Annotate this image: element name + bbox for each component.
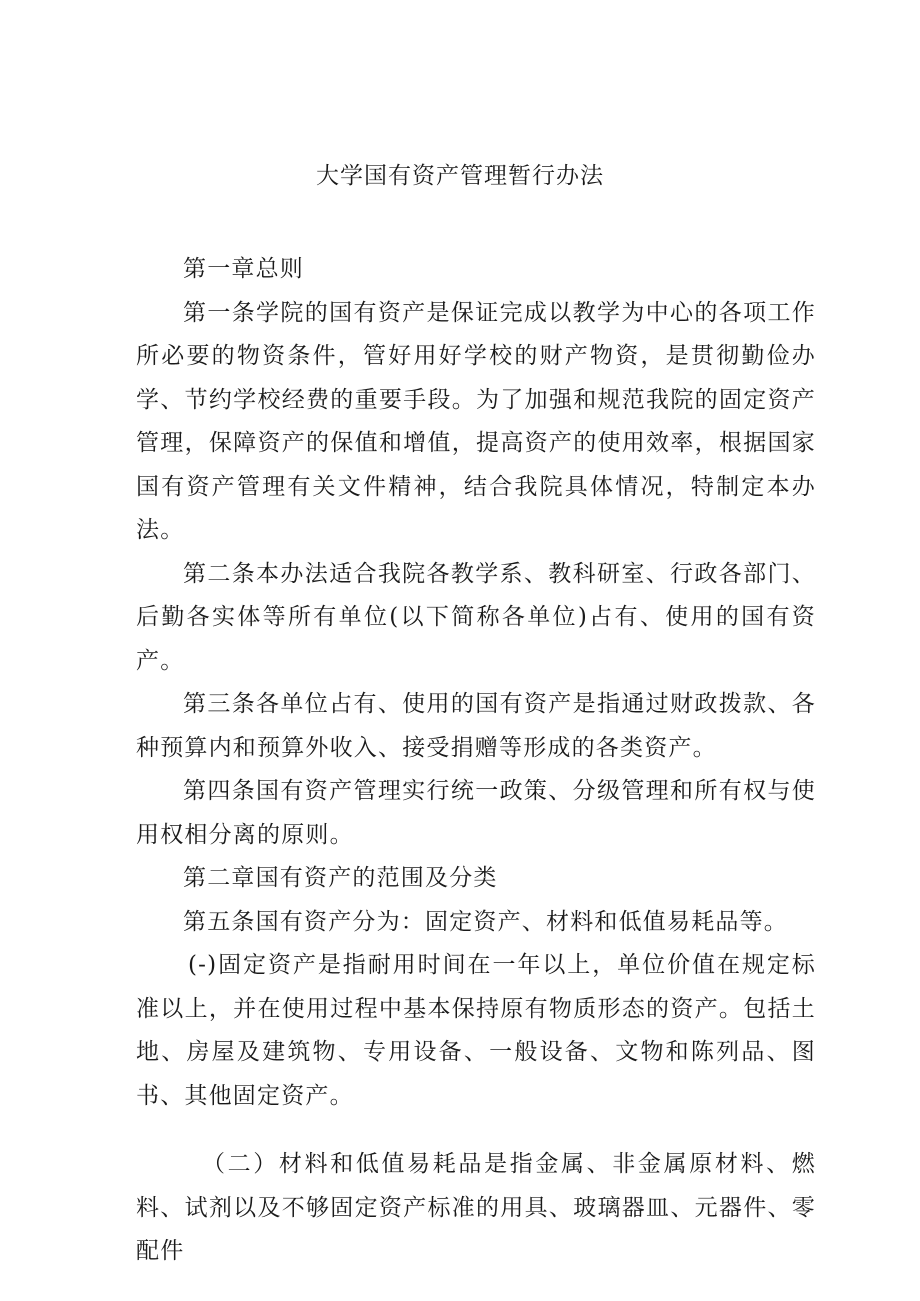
article-3: 第三条各单位占有、使用的国有资产是指通过财政拨款、各种预算内和预算外收入、接受捐赠等形成的各类资产。 bbox=[136, 691, 816, 761]
chapter-heading-2: 第二章国有资产的范围及分类 bbox=[183, 865, 498, 891]
article-5: 第五条国有资产分为：固定资产、材料和低值易耗品等。 bbox=[183, 908, 788, 935]
article-4: 第四条国有资产管理实行统一政策、分级管理和所有权与使用权相分离的原则。 bbox=[136, 778, 816, 848]
document-body bbox=[136, 248, 816, 1274]
chapter-heading-1: 第一章总则 bbox=[183, 256, 304, 282]
article-2: 第二条本办法适合我院各教学系、教科研室、行政各部门、后勤各实体等所有单位(以下简称各单位)占有、使用的国有资产。 bbox=[136, 560, 816, 674]
document-title: 大学国有资产管理暂行办法 bbox=[316, 163, 604, 189]
article-1: 第一条学院的国有资产是保证完成以教学为中心的各项工作所必要的物资条件，管好用好学校的财产物资，是贯彻勤俭办学、节约学校经费的重要手段。为了加强和规范我院的固定资产管理，保障资产的保值和增值，提高资产的使用效率，根据国家国有资产管理有关文件精神，结合我院具体情况，特制定本办法。 bbox=[136, 299, 816, 543]
item-fixed-assets: (-)固定资产是指耐用时间在一年以上，单位价值在规定标准以上，并在使用过程中基本保持原有物质形态的资产。包括土地、房屋及建筑物、专用设备、一般设备、文物和陈列品、图书、其他固定资产。 bbox=[136, 952, 816, 1109]
item-materials: （二）材料和低值易耗品是指金属、非金属原材料、燃料、试剂以及不够固定资产标准的用具、玻璃器皿、元器件、零配件 bbox=[136, 1151, 816, 1264]
